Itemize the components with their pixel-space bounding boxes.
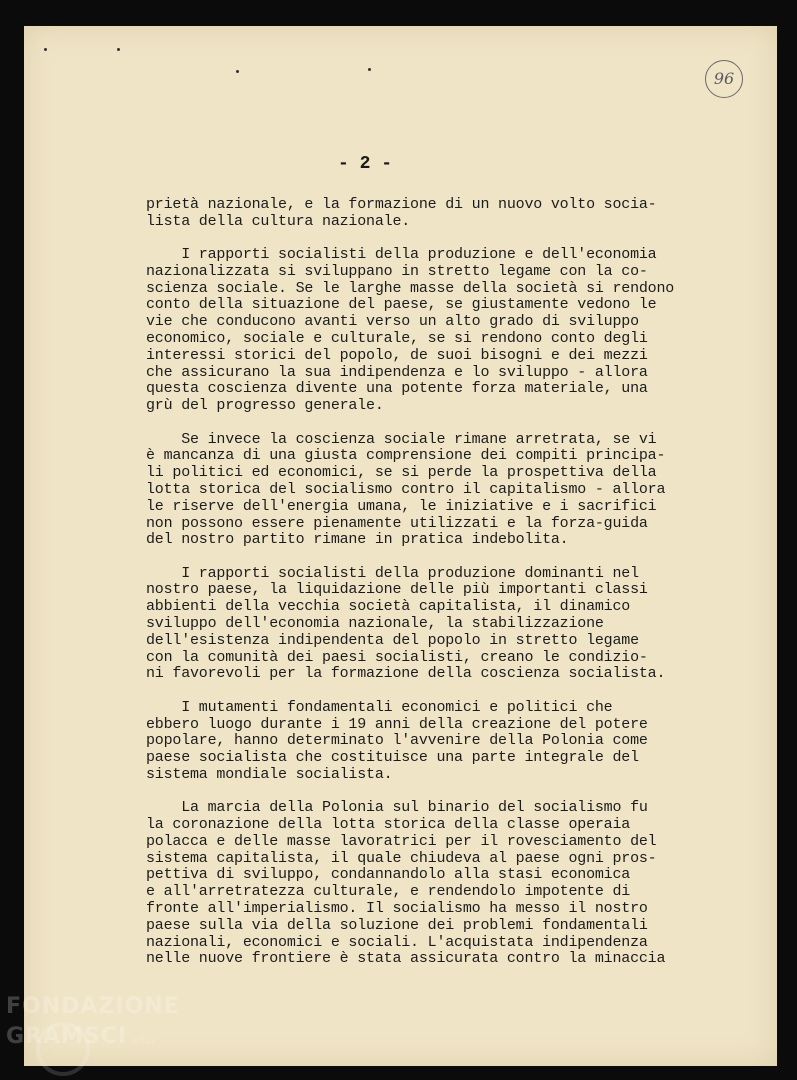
text-line: nostro paese, la liquidazione delle più importanti classi [146,581,648,599]
text-line: sistema capitalista, il quale chiudeva al paese ogni pros- [146,849,657,867]
text-line: nazionalizzata si sviluppano in stretto legame con la co- [146,262,648,280]
text-line: li politici ed economici, se si perde la prospettiva della [146,464,657,482]
archive-page-number-stamp: 96 [705,60,743,98]
paper-speck [236,70,239,73]
text-line: I mutamenti fondamentali economici e politici che [146,698,613,716]
text-line: che assicurano la sua indipendenza e lo sviluppo - allora [146,363,648,381]
text-line: pettiva di sviluppo, condannandolo alla stasi economica [146,866,631,884]
text-line: La marcia della Polonia sul binario del socialismo fu [146,799,648,817]
paper-speck [44,48,47,51]
text-line: interessi storici del popolo, de suoi bisogni e dei mezzi [146,346,648,364]
page-number: - 2 - [337,154,392,174]
paragraph [146,566,766,684]
text-line: ebbero luogo durante i 19 anni della creazione del potere [146,715,648,733]
text-line: abbienti della vecchia società capitalista, il dinamico [146,598,631,616]
paragraph [146,247,766,415]
text-line: lista della cultura nazionale. [146,212,411,230]
text-line: lotta storica del socialismo contro il capitalismo - allora [146,480,666,498]
text-line: prietà nazionale, e la formazione di un nuovo volto socia- [146,196,657,213]
paper-speck [117,48,120,51]
text-line: dell'esistenza indipendenta del popolo in stretto legame [146,631,639,649]
text-line: non possono essere pienamente utilizzati e la forza-guida [146,514,648,532]
paragraph [146,197,766,231]
text-line: con la comunità dei paesi socialisti, creano le condizio- [146,648,648,666]
text-line: Se invece la coscienza sociale rimane arretrata, se vi [146,430,657,448]
text-line: e all'arretratezza culturale, e rendendolo impotente di [146,883,631,901]
paragraph [146,700,766,784]
watermark-suffix: onlus [131,1036,156,1046]
text-line: paese sulla via della soluzione dei problemi fondamentali [146,916,648,934]
text-line: nazionali, economici e sociali. L'acquistata indipendenza [146,933,648,951]
typewritten-body [146,197,766,985]
watermark [6,992,180,1056]
text-line: la coronazione della lotta storica della classe operaia [146,816,631,833]
text-line: economico, sociale e culturale, se si rendono conto degli [146,330,648,348]
text-line: sviluppo dell'economia nazionale, la stabilizzazione [146,615,604,633]
text-line: fronte all'imperialismo. Il socialismo ha messo il nostro [146,899,648,917]
watermark-line-1: FONDAZIONE [6,994,180,1019]
text-line: I rapporti socialisti della produzione dominanti nel [146,564,639,582]
text-line: questa coscienza divente una potente forza materiale, una [146,380,648,398]
watermark-line-2 [6,1022,180,1056]
text-line: scienza sociale. Se le larghe masse della società si rendono [146,279,675,297]
text-line: è mancanza di una giusta comprensione dei compiti principa- [146,447,666,465]
text-line: nelle nuove frontiere è stata assicurata contro la minaccia [146,950,666,968]
paragraph [146,800,766,968]
text-line: del nostro partito rimane in pratica indebolita. [146,531,569,549]
text-line: popolare, hanno determinato l'avvenire della Polonia come [146,732,648,750]
text-line: sistema mondiale socialista. [146,765,393,783]
text-line: paese socialista che costituisce una parte integrale del [146,749,639,767]
text-line: polacca e delle masse lavoratrici per il rovesciamento del [146,832,657,850]
text-line: I rapporti socialisti della produzione e dell'economia [146,246,657,264]
paper-speck [368,68,371,71]
watermark-line-2-text: GRAMSCI [6,1024,128,1049]
text-line: conto della situazione del paese, se giustamente vedono le [146,296,657,314]
text-line: vie che conducono avanti verso un alto grado di sviluppo [146,313,639,331]
paragraph [146,432,766,550]
text-line: grù del progresso generale. [146,397,384,415]
text-line: le riserve dell'energia umana, le iniziative e i sacrifici [146,497,657,515]
text-line: ni favorevoli per la formazione della coscienza socialista. [146,665,666,683]
